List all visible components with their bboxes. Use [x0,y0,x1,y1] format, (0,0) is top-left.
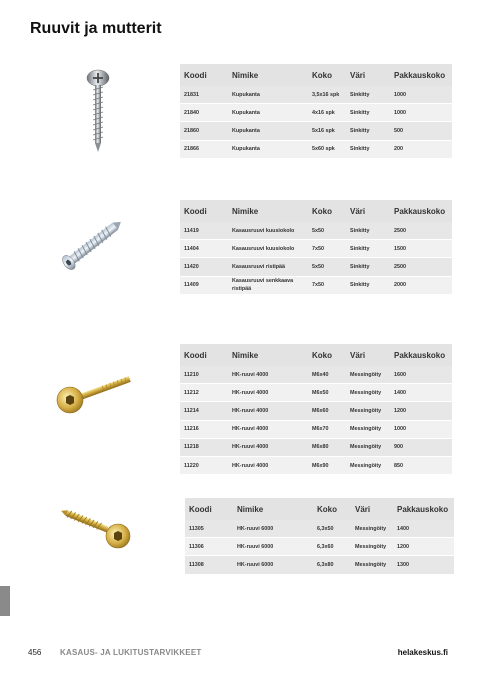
table-header-row [180,64,452,86]
column-header-koodi: Koodi [180,200,228,222]
cell-vari: Sinkitty [346,240,390,258]
cell-vari: Sinkitty [346,258,390,276]
cell-koko: 7x50 [308,240,346,258]
cell-vari: Messingöity [351,520,393,538]
cell-koodi: 11409 [180,276,228,294]
column-header-nimike: Nimike [233,498,313,520]
column-header-pakkauskoko: Pakkauskoko [390,200,452,222]
cell-vari: Sinkitty [346,86,390,104]
cell-koko: M6x70 [308,420,346,438]
table-header-row [180,200,452,222]
cell-koodi: 11214 [180,402,228,420]
cell-nimike: HK-ruuvi 4000 [228,384,308,402]
cell-koodi: 11218 [180,438,228,456]
product-table-3 [180,344,452,475]
cell-nimike: HK-ruuvi 4000 [228,420,308,438]
cell-vari: Sinkitty [346,222,390,240]
cell-koko: M6x60 [308,402,346,420]
column-header-koko: Koko [313,498,351,520]
cell-koodi: 21840 [180,104,228,122]
cell-vari: Messingöity [351,538,393,556]
cell-pakkauskoko: 500 [390,122,452,140]
cell-vari: Messingöity [346,420,390,438]
cell-pakkauskoko: 1500 [390,240,452,258]
page-number: 456 [28,648,42,657]
table-row [185,556,454,574]
table-row [180,222,452,240]
cell-vari: Messingöity [346,402,390,420]
cell-vari: Messingöity [346,456,390,474]
table-row [180,276,452,294]
cell-koko: 5x16 spk [308,122,346,140]
cell-vari: Messingöity [346,384,390,402]
product-table-1 [180,64,452,159]
cell-pakkauskoko: 1000 [390,420,452,438]
cell-koko: M6x40 [308,366,346,384]
cell-koodi: 21866 [180,140,228,158]
cell-koko: 6,3x60 [313,538,351,556]
cell-nimike: Kasausruuvi kuusiokolo [228,222,308,240]
phillips-screw-image [78,66,118,156]
cell-pakkauskoko: 1200 [393,538,454,556]
cell-pakkauskoko: 200 [390,140,452,158]
cell-koko: 5x50 [308,222,346,240]
cell-koko: 7x50 [308,276,346,294]
table-row [180,384,452,402]
cell-koodi: 21860 [180,122,228,140]
cell-nimike: Kupukanta [228,140,308,158]
cell-vari: Sinkitty [346,104,390,122]
cell-koodi: 11220 [180,456,228,474]
cell-pakkauskoko: 1300 [393,556,454,574]
table-row [180,258,452,276]
cell-pakkauskoko: 1400 [393,520,454,538]
page-title: Ruuvit ja mutterit [30,20,162,37]
cell-nimike: Kupukanta [228,122,308,140]
cell-nimike: HK-ruuvi 4000 [228,438,308,456]
cell-vari: Messingöity [346,366,390,384]
cell-pakkauskoko: 2500 [390,222,452,240]
footer-website: helakeskus.fi [397,648,448,657]
cell-nimike: HK-ruuvi 6000 [233,556,313,574]
table-row [185,520,454,538]
cell-vari: Sinkitty [346,276,390,294]
column-header-pakkauskoko: Pakkauskoko [390,64,452,86]
cell-nimike: HK-ruuvi 4000 [228,456,308,474]
table-row [180,420,452,438]
cell-nimike: Kupukanta [228,104,308,122]
column-header-vari: Väri [346,64,390,86]
cell-koodi: 11210 [180,366,228,384]
cell-koko: M6x90 [308,456,346,474]
cell-nimike: Kasausruuvi senkkaava ristipää [228,276,308,294]
cell-nimike: HK-ruuvi 4000 [228,366,308,384]
cell-pakkauskoko: 1600 [390,366,452,384]
cell-pakkauskoko: 1400 [390,384,452,402]
column-header-pakkauskoko: Pakkauskoko [390,344,452,366]
cell-pakkauskoko: 2500 [390,258,452,276]
cell-pakkauskoko: 850 [390,456,452,474]
cell-koko: 5x60 spk [308,140,346,158]
cell-nimike: Kupukanta [228,86,308,104]
cell-koodi: 21831 [180,86,228,104]
table-row [180,104,452,122]
column-header-koodi: Koodi [180,64,228,86]
cell-pakkauskoko: 2000 [390,276,452,294]
cell-vari: Messingöity [351,556,393,574]
table-row [180,140,452,158]
chapter-side-tab [0,586,10,616]
cell-koko: 5x50 [308,258,346,276]
column-header-nimike: Nimike [228,344,308,366]
cell-pakkauskoko: 1200 [390,402,452,420]
column-header-koko: Koko [308,64,346,86]
cell-koodi: 11419 [180,222,228,240]
table-row [185,538,454,556]
hk-screw-4000-image [52,362,136,422]
hex-socket-screw-image [52,200,132,290]
cell-nimike: HK-ruuvi 4000 [228,402,308,420]
cell-koko: 3,5x16 spk [308,86,346,104]
product-table-4 [185,498,454,575]
column-header-nimike: Nimike [228,64,308,86]
table-row [180,86,452,104]
table-row [180,122,452,140]
table-header-row [180,344,452,366]
product-table-2 [180,200,452,295]
table-row [180,240,452,258]
column-header-koodi: Koodi [180,344,228,366]
cell-koodi: 11306 [185,538,233,556]
table-row [180,366,452,384]
cell-koodi: 11212 [180,384,228,402]
table-row [180,438,452,456]
column-header-nimike: Nimike [228,200,308,222]
cell-pakkauskoko: 900 [390,438,452,456]
cell-vari: Sinkitty [346,122,390,140]
column-header-pakkauskoko: Pakkauskoko [393,498,454,520]
cell-vari: Messingöity [346,438,390,456]
column-header-koodi: Koodi [185,498,233,520]
cell-koko: 6,3x50 [313,520,351,538]
cell-koodi: 11305 [185,520,233,538]
cell-nimike: Kasausruuvi ristipää [228,258,308,276]
cell-koodi: 11420 [180,258,228,276]
table-header-row [185,498,454,520]
cell-vari: Sinkitty [346,140,390,158]
table-row [180,402,452,420]
column-header-vari: Väri [346,344,390,366]
hk-screw-6000-image [56,498,136,554]
footer-section-title: KASAUS- JA LUKITUSTARVIKKEET [60,648,202,657]
cell-koko: 4x16 spk [308,104,346,122]
column-header-vari: Väri [346,200,390,222]
cell-koko: M6x50 [308,384,346,402]
cell-koko: M6x80 [308,438,346,456]
cell-koodi: 11404 [180,240,228,258]
cell-koodi: 11216 [180,420,228,438]
column-header-koko: Koko [308,344,346,366]
cell-pakkauskoko: 1000 [390,104,452,122]
cell-pakkauskoko: 1000 [390,86,452,104]
column-header-koko: Koko [308,200,346,222]
column-header-vari: Väri [351,498,393,520]
table-row [180,456,452,474]
cell-koodi: 11308 [185,556,233,574]
cell-nimike: HK-ruuvi 6000 [233,538,313,556]
cell-koko: 6,3x80 [313,556,351,574]
cell-nimike: HK-ruuvi 6000 [233,520,313,538]
cell-nimike: Kasausruuvi kuusiokolo [228,240,308,258]
